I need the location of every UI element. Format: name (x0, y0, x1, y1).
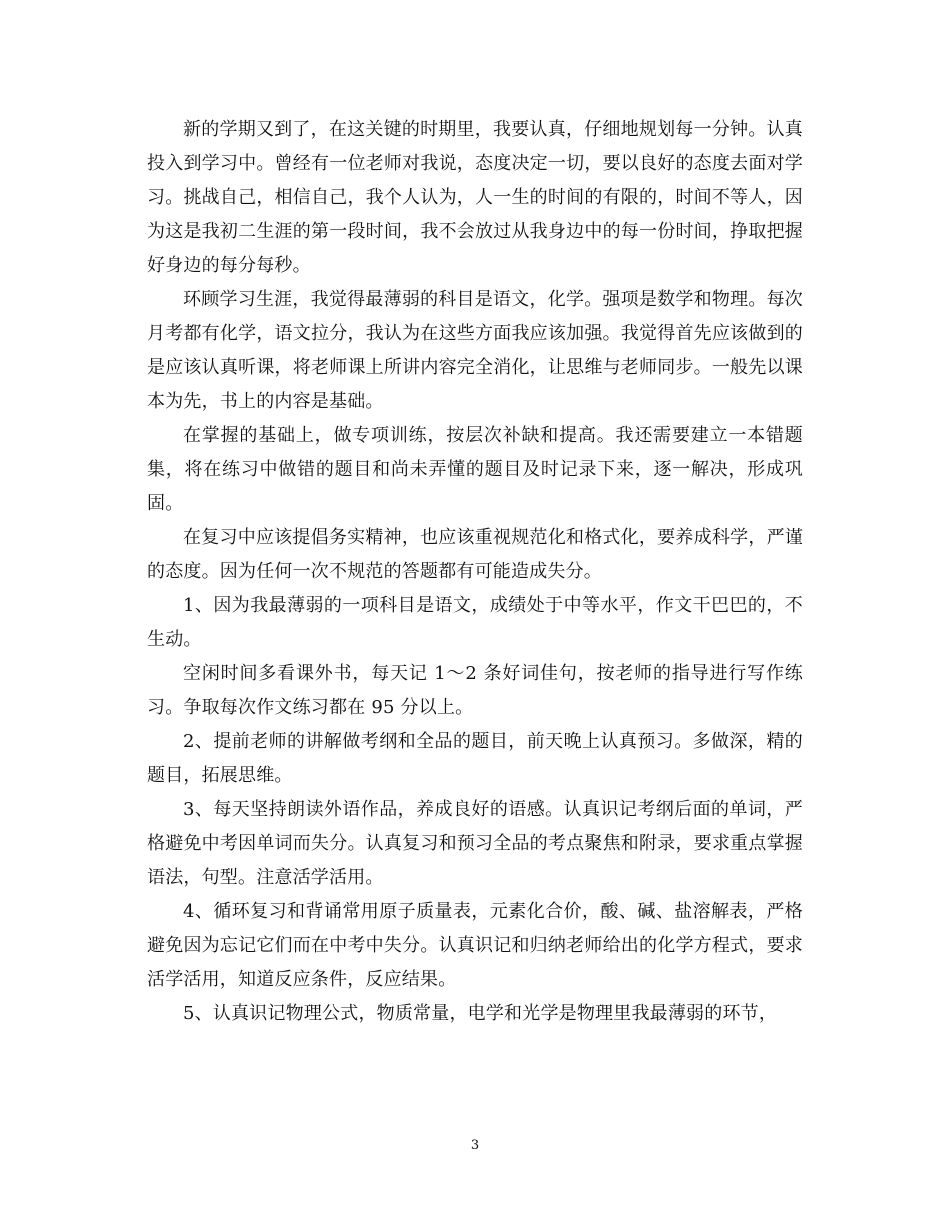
paragraph-item-4-chemistry: 4、循环复习和背诵常用原子质量表，元素化合价，酸、碱、盐溶解表，严格避免因为忘记它们而在中考中失分。认真识记和归纳老师给出的化学方程式，要求活学活用，知道反应条件，反应结果。 (147, 901, 803, 990)
paragraph-item-3-english: 3、每天坚持朗读外语作品，养成良好的语感。认真识记考纲后面的单词，严格避免中考因单词而失分。认真复习和预习全品的考点聚焦和附录，要求重点掌握语法，句型。注意活学活用。 (147, 799, 803, 888)
paragraph-item-1-chinese: 1、因为我最薄弱的一项科目是语文，成绩处于中等水平，作文干巴巴的，不生动。 (147, 595, 803, 650)
document-body (147, 113, 803, 1031)
paragraph-extra-reading: 空闲时间多看课外书，每天记 1～2 条好词佳句，按老师的指导进行写作练习。争取每次作文练习都在 95 分以上。 (147, 663, 803, 718)
paragraph-weak-subjects: 环顾学习生涯，我觉得最薄弱的科目是语文，化学。强项是数学和物理。每次月考都有化学，语文拉分，我认为在这些方面我应该加强。我觉得首先应该做到的是应该认真听课，将老师课上所讲内容完全消化，让思维与老师同步。一般先以课本为先，书上的内容是基础。 (147, 289, 803, 412)
page-number: 3 (470, 1138, 480, 1153)
paragraph-item-2-math: 2、提前老师的讲解做考纲和全品的题目，前天晚上认真预习。多做深，精的题目，拓展思维。 (147, 731, 803, 786)
paragraph-review-attitude: 在复习中应该提倡务实精神，也应该重视规范化和格式化，要养成科学，严谨的态度。因为任何一次不规范的答题都有可能造成失分。 (147, 527, 803, 582)
paragraph-special-training: 在掌握的基础上，做专项训练，按层次补缺和提高。我还需要建立一本错题集，将在练习中做错的题目和尚未弄懂的题目及时记录下来，逐一解决，形成巩固。 (147, 425, 803, 514)
paragraph-new-semester: 新的学期又到了，在这关键的时期里，我要认真，仔细地规划每一分钟。认真投入到学习中。曾经有一位老师对我说，态度决定一切，要以良好的态度去面对学习。挑战自己，相信自己，我个人认为，人一生的时间的有限的，时间不等人，因为这是我初二生涯的第一段时间，我不会放过从我身边中的每一份时间，挣取把握好身边的每分每秒。 (147, 119, 803, 276)
paragraph-item-5-physics: 5、认真识记物理公式，物质常量，电学和光学是物理里我最薄弱的环节， (183, 1003, 778, 1024)
